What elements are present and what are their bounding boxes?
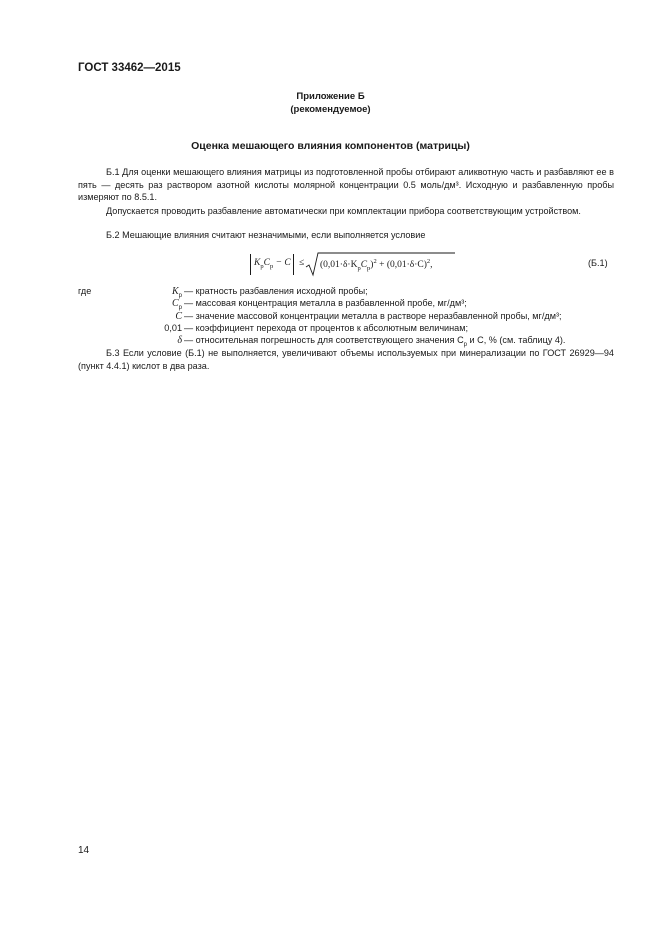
formula-lhs [254,258,291,270]
formula-term1-c: C [360,260,368,271]
formula-le: ≤ [299,258,305,268]
definition-symbol-text: C [175,310,182,322]
definition-symbol [164,322,182,334]
definition-lead: где [78,286,92,296]
definition-symbol [175,310,182,323]
formula-term1-close: ) [370,260,374,271]
definition-text-main: — относительная погрешность для соответствующего значения C [184,335,464,346]
paragraph-b2 [78,229,614,242]
definition-row [78,334,618,346]
definition-row [78,297,618,312]
standard-code: ГОСТ 33462—2015 [78,62,181,74]
section-title: Оценка мешающего влияния компонентов (матрицы) [191,140,470,152]
appendix-title: Приложение Б [296,91,365,102]
definition-symbol-text: K [171,286,179,297]
formula-k: K [254,258,261,268]
definition-text: — кратность разбавления исходной пробы; [184,286,368,296]
formula-plus: + [376,260,387,271]
formula-square1: 2 [373,258,377,265]
paragraph-b1 [78,166,614,204]
formula-k-sub: p [260,262,264,270]
formula-term1-sub1: p [357,265,361,273]
abs-bar-left [250,254,251,275]
formula-c-sub: p [269,262,274,270]
definition-symbol-text: C [171,298,179,310]
definition-row [78,310,618,322]
formula-comma: , [430,260,433,271]
formula-minus-c: − C [273,258,291,268]
paragraph-b1-text: Б.1 Для оценки мешающего влияния матрицы из подготовленной пробы отбирают аликвотную часть и разбавляют ее в пять — десять раз раствором азотной кислоты молярной концентрации 0.5 моль/дм³. Исходную и разбавленную пробы измеряют по 8.5.1. [78,167,614,202]
definition-text-tail: и C, % (см. таблицу 4). [467,335,566,346]
formula-term2: (0,01·δ·C) [386,260,427,271]
definition-row [78,322,618,334]
formula-term1: (0,01·δ·K [320,260,358,271]
definition-symbol-sub: p [178,292,182,299]
appendix-status: (рекомендуемое) [290,104,371,115]
definition-text: — значение массовой концентрации металла в растворе неразбавленной пробы, мг/дм³; [184,310,562,321]
definitions-list [78,285,618,346]
paragraph-b3-text: Б.3 Если условие (Б.1) не выполняется, увеличивают объемы используемых при минерализации по ГОСТ 26929—94 (пункт 4.4.1) кислот в два раза. [78,348,614,371]
page-number: 14 [78,845,90,856]
definition-symbol-text: 0,01 [164,322,182,333]
paragraph-automatic-text: Допускается проводить разбавление автоматически при комплектации прибора соответствующим устройством. [106,206,581,216]
definition-row [78,285,618,297]
definition-symbol-sub: p [178,305,182,312]
formula-term1-sub2: p [367,265,371,273]
formula-rhs [320,258,433,272]
definition-text-sub: p [463,342,468,348]
equation-number: (Б.1) [588,258,608,268]
definition-symbol [177,334,182,347]
definition-symbol-text: δ [177,335,182,347]
formula-square2: 2 [426,258,431,265]
paragraph-b2-text: Б.2 Мешающие влияния считают незначимыми, если выполняется условие [106,230,426,240]
paragraph-b3 [78,347,614,372]
formula-c: C [263,258,270,268]
paragraph-automatic [78,205,614,218]
abs-bar-right [293,254,294,275]
definition-text: — коэффициент перехода от процентов к абсолютным величинам; [184,322,468,333]
definition-text: — массовая концентрация металла в разбавленной пробе, мг/дм³; [184,298,467,309]
